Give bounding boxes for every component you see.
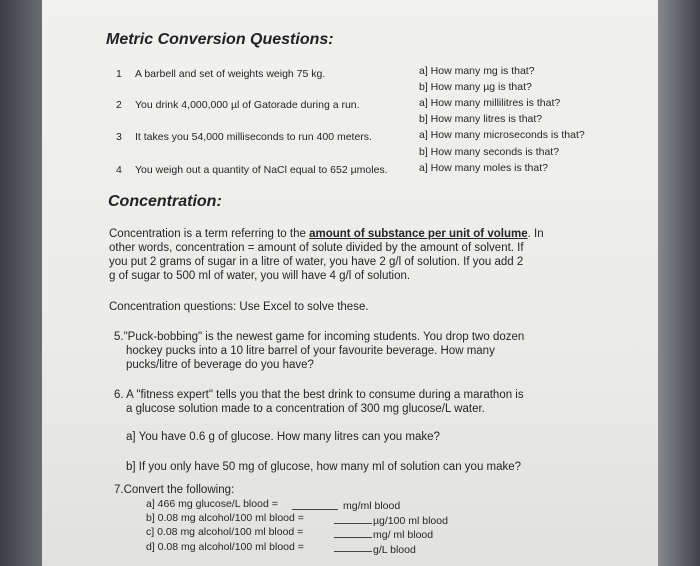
metric-q4-text: You weigh out a quantity of NaCl equal to 652 µmoles. <box>135 164 388 176</box>
metric-q2-text: You drink 4,000,000 µl of Gatorade during a run. <box>135 99 360 111</box>
q7-unit-c: mg/ ml blood <box>373 529 434 541</box>
q6-line-1: 6. A "fitness expert" tells you that the best drink to consume during a marathon is <box>114 389 524 401</box>
metric-q3-part-b: b] How many seconds is that? <box>419 146 560 158</box>
intro-line-3: you put 2 grams of sugar in a litre of water, you have 2 g/l of solution. If you add 2 <box>109 256 524 268</box>
intro-line-4: g of sugar to 500 ml of water, you will have 4 g/l of solution. <box>109 270 411 282</box>
intro-line-1: Concentration is a term referring to the amount of substance per unit of volume. In <box>109 228 544 240</box>
background-left-edge <box>0 0 44 566</box>
worksheet-page <box>42 0 658 566</box>
q6-part-b: b] If you only have 50 mg of glucose, how many ml of solution can you make? <box>126 461 522 473</box>
q7-item-b: b] 0.08 mg alcohol/100 ml blood = <box>146 512 304 524</box>
metric-q3-number: 3 <box>116 131 122 143</box>
q7-unit-b: µg/100 ml blood <box>373 515 448 527</box>
metric-q2-part-b: b] How many litres is that? <box>419 113 543 125</box>
metric-q1-number: 1 <box>116 68 122 80</box>
q6-line-2: a glucose solution made to a concentration of 300 mg glucose/L water. <box>126 403 485 415</box>
metric-q4-number: 4 <box>116 164 122 176</box>
q7-unit-d: g/L blood <box>373 544 416 556</box>
metric-q1-text: A barbell and set of weights weigh 75 kg. <box>135 68 326 80</box>
metric-q3-text: It takes you 54,000 milliseconds to run 400 meters. <box>135 131 372 143</box>
q5-line-2: hockey pucks into a 10 litre barrel of your favourite beverage. How many <box>126 345 495 357</box>
concentration-questions-heading: Concentration questions: Use Excel to solve these. <box>109 301 369 313</box>
q7-answer-blank-b <box>334 523 372 524</box>
background-right-edge <box>654 0 700 566</box>
intro-line-2: other words, concentration = amount of solute divided by the amount of solvent. If <box>109 242 524 254</box>
concentration-title: Concentration: <box>108 193 222 210</box>
metric-q1-part-a: a] How many mg is that? <box>419 65 535 77</box>
q7-unit-a: mg/ml blood <box>343 500 401 512</box>
underlined-definition: amount of substance per unit of volume <box>309 228 528 240</box>
metric-title: Metric Conversion Questions: <box>106 31 334 48</box>
q7-item-c: c] 0.08 mg alcohol/100 ml blood = <box>146 526 304 538</box>
q7-item-d: d] 0.08 mg alcohol/100 ml blood = <box>146 541 304 553</box>
metric-q3-part-a: a] How many microseconds is that? <box>419 129 585 141</box>
q7-answer-blank-c <box>334 537 372 538</box>
q7-answer-blank-d <box>334 551 372 552</box>
metric-q2-number: 2 <box>116 99 122 111</box>
q6-part-a: a] You have 0.6 g of glucose. How many litres can you make? <box>126 431 440 443</box>
metric-q4-part-a: a] How many moles is that? <box>419 162 548 174</box>
q7-heading: 7.Convert the following: <box>114 484 235 496</box>
q7-item-a: a] 466 mg glucose/L blood = <box>146 498 278 510</box>
metric-q2-part-a: a] How many millilitres is that? <box>419 97 561 109</box>
q5-line-1: 5."Puck-bobbing" is the newest game for incoming students. You drop two dozen <box>114 331 525 343</box>
metric-q1-part-b: b] How many µg is that? <box>419 81 532 93</box>
q5-line-3: pucks/litre of beverage do you have? <box>126 359 314 371</box>
q7-answer-blank-a <box>292 509 338 510</box>
